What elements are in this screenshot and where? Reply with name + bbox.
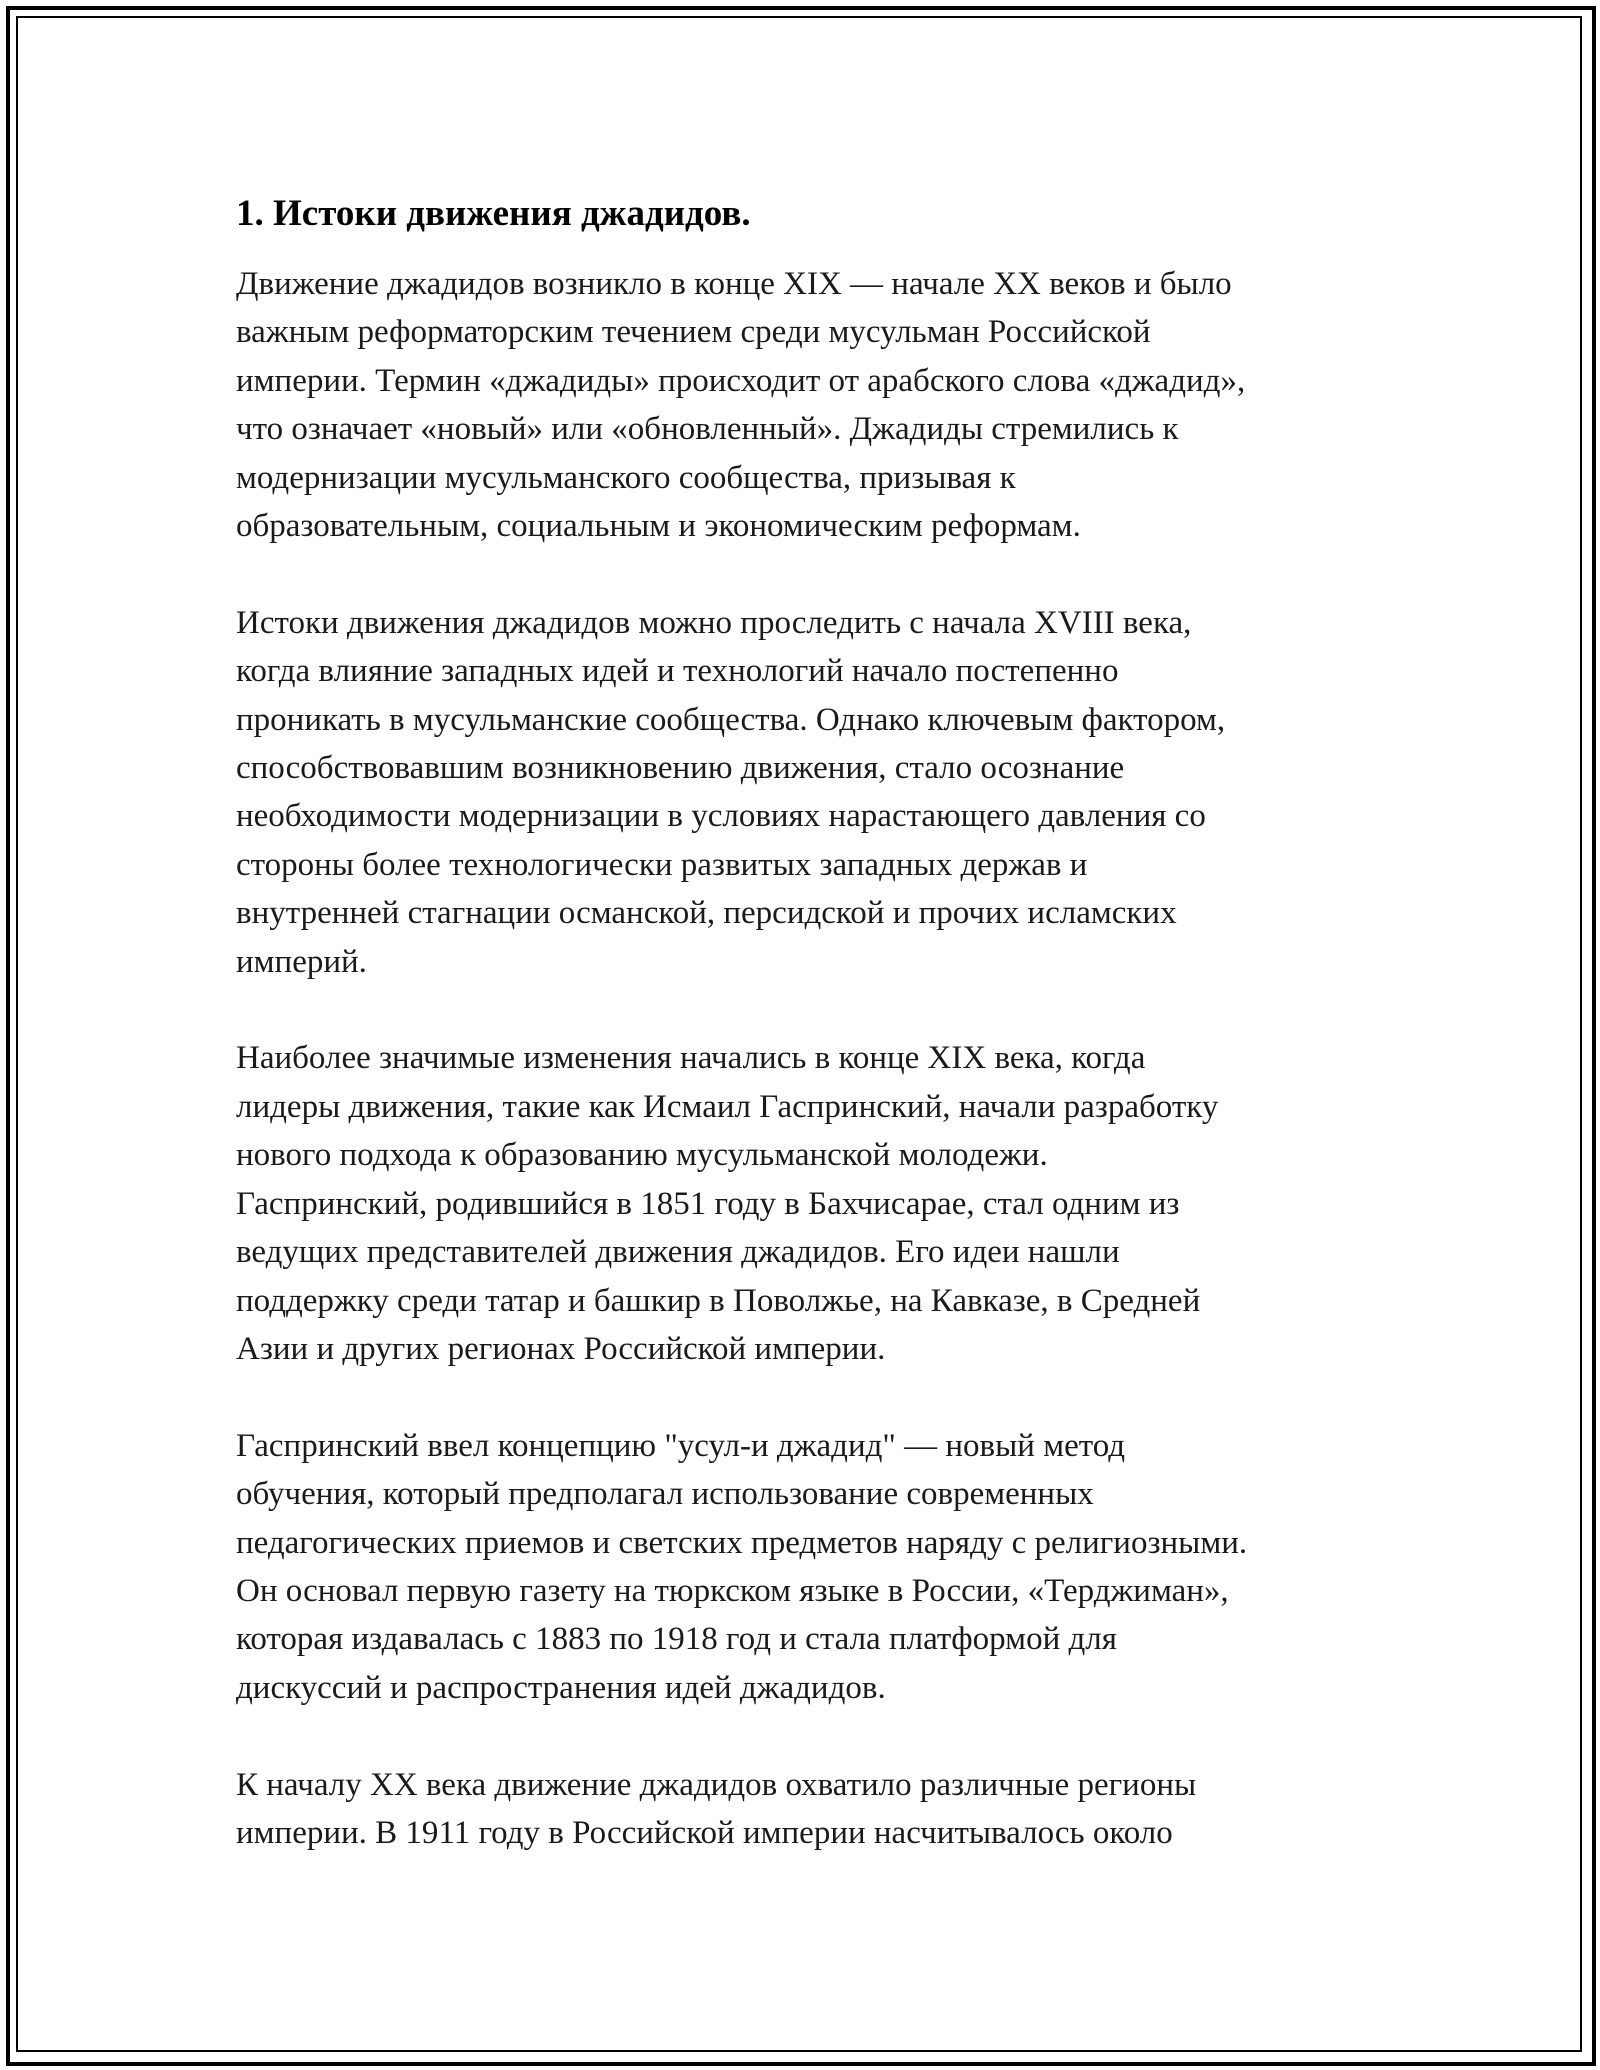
section-heading: 1. Истоки движения джадидов. — [236, 193, 751, 234]
text-line: лидеры движения, такие как Исмаил Гаспринский, начали разработку — [236, 1088, 1219, 1125]
text-line: внутренней стагнации османской, персидской и прочих исламских — [236, 895, 1177, 932]
text-line: поддержку среди татар и башкир в Поволжье, на Кавказе, в Средней — [236, 1282, 1201, 1319]
paragraph-3 — [236, 1034, 1386, 1373]
text-line: образовательным, социальным и экономическим реформам. — [236, 508, 1081, 545]
text-line: важным реформаторским течением среди мусульман Российской — [236, 314, 1151, 351]
text-line: способствовавшим возникновению движения, стало осознание — [236, 750, 1125, 787]
text-line: Движение джадидов возникло в конце XIX — начале XX веков и было — [236, 266, 1232, 302]
text-line: Азии и других регионах Российской империи. — [236, 1330, 886, 1367]
text-line: Наиболее значимые изменения начались в конце XIX века, когда — [236, 1040, 1146, 1077]
text-line: Истоки движения джадидов можно проследить с начала XVIII века, — [236, 604, 1192, 641]
paragraph-2 — [236, 599, 1386, 986]
text-line: обучения, который предполагал использование современных — [236, 1476, 1094, 1513]
text-line: дискуссий и распространения идей джадидов. — [236, 1669, 886, 1706]
text-line: империи. Термин «джадиды» происходит от арабского слова «джадид», — [236, 362, 1246, 399]
text-line: стороны более технологически развитых западных держав и — [236, 846, 1088, 883]
paragraph-4 — [236, 1422, 1386, 1712]
text-line: Гаспринский, родившийся в 1851 году в Бахчисарае, стал одним из — [236, 1185, 1180, 1222]
text-line: империи. В 1911 году в Российской империи насчитывалось около — [236, 1814, 1173, 1851]
text-line: К началу XX века движение джадидов охватило различные регионы — [236, 1766, 1197, 1803]
text-line: когда влияние западных идей и технологий начало постепенно — [236, 653, 1119, 690]
paragraph-5 — [236, 1761, 1386, 1858]
text-line: нового подхода к образованию мусульманской молодежи. — [236, 1137, 1048, 1174]
text-line: что означает «новый» или «обновленный». Джадиды стремились к — [236, 411, 1179, 448]
paragraph-1 — [236, 260, 1386, 550]
text-line: модернизации мусульманского сообщества, призывая к — [236, 459, 1016, 496]
text-line: которая издавалась с 1883 по 1918 год и стала платформой для — [236, 1621, 1117, 1658]
text-line: необходимости модернизации в условиях нарастающего давления со — [236, 798, 1206, 835]
text-line: ведущих представителей движения джадидов. Его идеи нашли — [236, 1234, 1120, 1271]
text-line: педагогических приемов и светских предметов наряду с религиозными. — [236, 1524, 1248, 1561]
text-line: Гаспринский ввел концепцию "усул-и джадид" — новый метод — [236, 1427, 1126, 1464]
text-line: Он основал первую газету на тюркском языке в России, «Терджиман», — [236, 1572, 1229, 1609]
document-body — [236, 190, 1386, 1906]
text-line: проникать в мусульманские сообщества. Однако ключевым фактором, — [236, 701, 1226, 738]
text-line: империй. — [236, 943, 367, 980]
